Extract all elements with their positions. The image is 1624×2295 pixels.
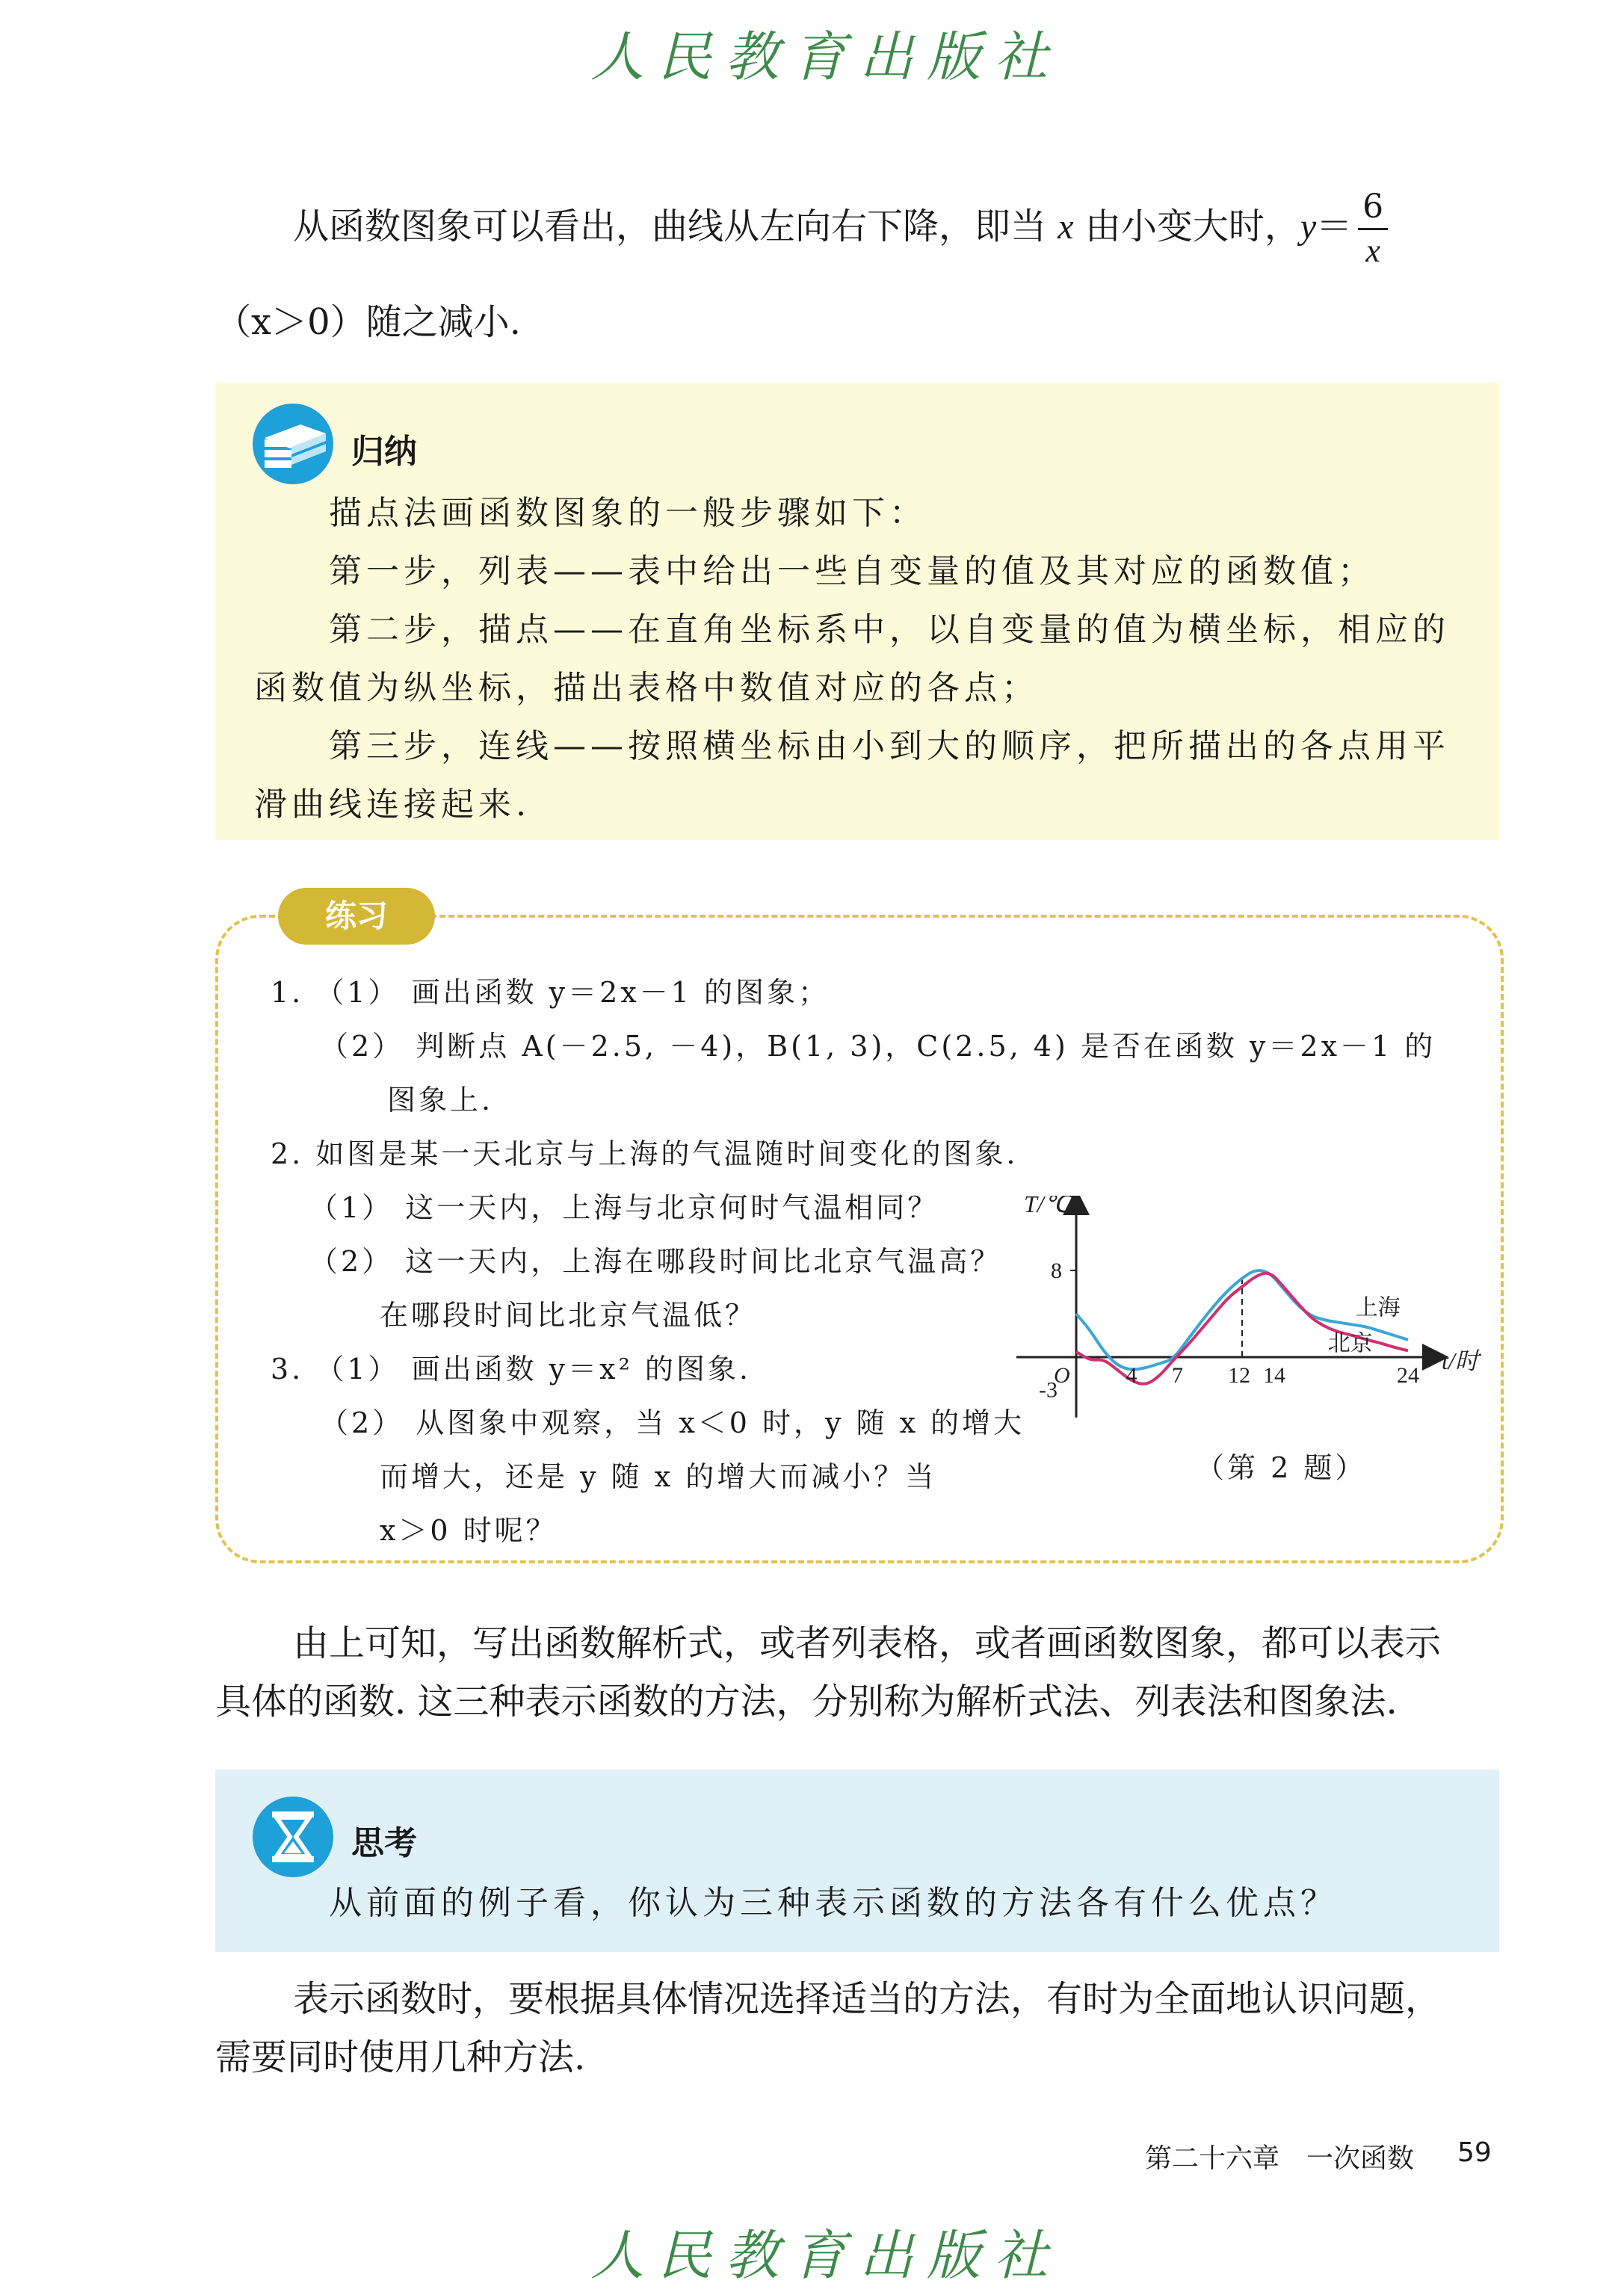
var-x: x [1058,207,1074,247]
y-tick-label-8: 8 [1051,1258,1062,1283]
legend-label-beijing: 北京 [1327,1331,1373,1356]
intro-line2: （x＞0）随之减小. [215,301,521,343]
intro-line1-pre: 从函数图象可以看出，曲线从左向右下降，即当 [293,206,1058,247]
page-number: 59 [1457,2137,1492,2168]
think-box [215,1770,1499,1952]
figure-caption: （第 2 题） [1196,1451,1367,1484]
paragraph-3-line-1: 表示函数时，要根据具体情况选择适当的方法，有时为全面地认识问题， [293,1978,1442,2020]
exercise-3-1: 3. （1） 画出函数 y＝x² 的图象. [271,1353,751,1386]
exercise-1-1: 1. （1） 画出函数 y＝2x－1 的图象； [271,976,830,1009]
think-title: 思考 [351,1824,417,1862]
exercise-2-1: （1） 这一天内，上海与北京何时气温相同？ [309,1191,939,1224]
x-tick-label-24: 24 [1397,1363,1419,1388]
think-text: 从前面的例子看，你认为三种表示函数的方法各有什么优点？ [329,1884,1338,1922]
equals-sign: ＝ [1316,206,1353,247]
summary-line-4: 函数值为纵坐标，描出表格中数值对应的各点； [254,669,1039,707]
fraction [1358,188,1388,269]
x-tick-label-12: 12 [1228,1363,1250,1388]
x-tick-label-4: 4 [1126,1363,1137,1388]
hourglass-icon [251,1795,335,1879]
publisher-masthead-bottom: 人民教育出版社 [590,2224,1062,2287]
y-tick-label-neg3: -3 [1039,1377,1058,1403]
exercise-3-2-cont2: x＞0 时呢？ [380,1514,558,1547]
exercise-2-2: （2） 这一天内，上海在哪段时间比北京气温高？ [309,1245,1002,1278]
x-tick-label-7: 7 [1172,1363,1183,1388]
summary-line-2: 第一步，列表——表中给出一些自变量的值及其对应的函数值； [329,552,1375,590]
exercise-2-2-cont: 在哪段时间比北京气温低？ [380,1299,757,1332]
fraction-numerator: 6 [1358,191,1388,230]
fraction-denominator: x [1365,232,1380,269]
exercise-1-2-cont: 图象上. [387,1084,494,1116]
temperature-chart-svg [1001,1196,1495,1420]
origin-label: O [1054,1363,1070,1388]
books-icon [251,402,335,486]
practice-tab: 练习 [278,888,435,945]
publisher-masthead: 人民教育出版社 [590,25,1062,88]
summary-line-1: 描点法画函数图象的一般步骤如下： [329,494,927,532]
exercise-2: 2. 如图是某一天北京与上海的气温随时间变化的图象. [271,1137,1019,1170]
summary-title: 归纳 [351,433,417,471]
x-axis-label: t/时 [1442,1347,1479,1374]
summary-line-5: 第三步，连线——按照横坐标由小到大的顺序，把所描出的各点用平 [329,727,1450,765]
paragraph-3-line-2: 需要同时使用几种方法. [215,2036,586,2078]
exercise-1-2: （2） 判断点 A(－2.5, －4)，B(1, 3)，C(2.5, 4) 是否在函数 y＝2x－1 的 [320,1030,1436,1063]
footer-chapter: 第二十六章 一次函数 [1145,2143,1415,2174]
x-tick-label-14: 14 [1263,1363,1285,1388]
summary-line-6: 滑曲线连接起来. [254,785,531,824]
summary-line-3: 第二步，描点——在直角坐标系中，以自变量的值为横坐标，相应的 [329,611,1450,649]
exercise-3-2: （2） 从图象中观察，当 x＜0 时，y 随 x 的增大 [320,1406,1025,1439]
y-axis-label: T/℃ [1024,1196,1071,1217]
paragraph-2-line-1: 由上可知，写出函数解析式，或者列表格，或者画函数图象，都可以表示 [293,1622,1442,1664]
summary-box [215,383,1499,840]
legend-label-shanghai: 上海 [1355,1295,1401,1321]
var-y: y [1300,207,1317,247]
temperature-chart [1001,1196,1495,1420]
intro-line1-mid: 由小变大时， [1073,206,1300,247]
paragraph-2-line-2: 具体的函数. 这三种表示函数的方法，分别称为解析式法、列表法和图象法. [215,1681,1398,1723]
intro-paragraph [293,188,1504,269]
exercise-3-2-cont: 而增大，还是 y 随 x 的增大而减小？当 [380,1460,937,1493]
